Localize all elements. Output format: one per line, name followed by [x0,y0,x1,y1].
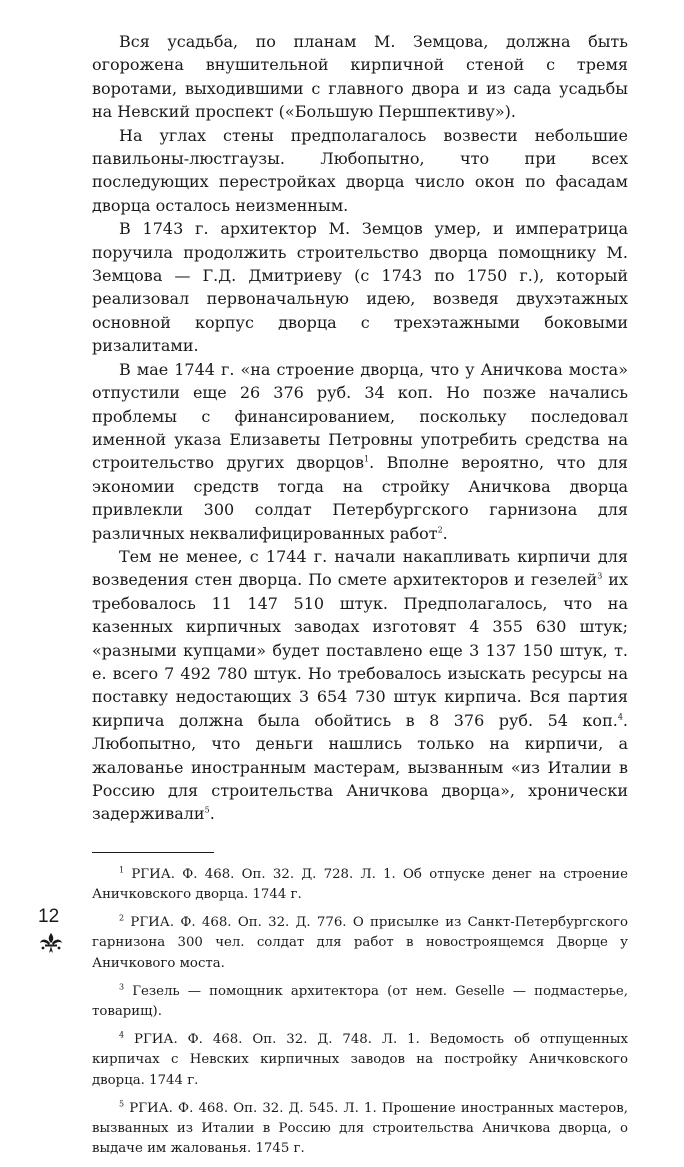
footnote-2 [92,913,628,974]
footnote-ref-2: 2 [437,525,443,535]
para4-text-2: . Вполне вероятно, что для экономии средств тогда на стройку Аничкова дворца привлекли 300 солдат Петербургского гарнизона для различных неквалифицированных работ [92,453,628,543]
body-paragraph-5 [92,545,628,826]
footnote-number: 1 [119,865,125,875]
fleur-de-lis-icon [38,932,64,954]
footnote-3 [92,982,628,1022]
footnote-text: РГИА. Ф. 468. Оп. 32. Д. 748. Л. 1. Ведомость об отпущенных кирпичах с Невских кирпичных заводов на постройку Аничковского дворца. 1744 г. [92,1032,628,1088]
para5-text-1: Тем не менее, с 1744 г. начали накапливать кирпичи для возведения стен дворца. По смете архитекторов и гезелей [92,546,628,590]
footnote-text: Гезель — помощник архитектора (от нем. Geselle — подмастерье, товарищ). [92,983,628,1020]
body-paragraph-2: На углах стены предполагалось возвести небольшие павильоны-люстгаузы. Любопытно, что при всех последующих перестройках дворца число окон по фасадам дворца осталось неизменным. [92,125,628,215]
footnote-ref-4: 4 [617,712,623,722]
footnote-number: 4 [119,1030,125,1040]
body-paragraph-3: В 1743 г. архитектор М. Земцов умер, и императрица поручила продолжить строительство дворца помощнику М. Земцова — Г.Д. Дмитриеву (с 1743 по 1750 г.), который реализовал первоначальную идею, возведя двухэтажных основной корпус дворца с трехэтажными боковыми ризалитами. [92,219,628,356]
footnote-number: 5 [119,1099,125,1109]
footnote-divider [92,852,214,853]
body-paragraph-4 [92,358,628,545]
footnote-4 [92,1030,628,1091]
footnote-ref-1: 1 [364,454,370,464]
para5-text-3: . Любопытно, что деньги нашлись только на кирпичи, а жалованье иностранным мастерам, вызванным «из Италии в Россию для строительства Аничкова дворца», хронически задерживали [92,710,628,824]
footnote-text: РГИА. Ф. 468. Оп. 32. Д. 545. Л. 1. Прошение иностранных мастеров, вызванных из Италии в Россию для строительства Аничкова дворца, о выдаче им жалованья. 1745 г. [92,1100,629,1157]
para4-text-1: В мае 1744 г. «на строение дворца, что у Аничкова моста» отпустили еще 26 376 руб. 34 коп. Но позже начались проблемы с финансированием, поскольку последовал именной указа Елизаветы Петровны употребить средства на строительство других дворцов [92,359,628,473]
footnote-text: РГИА. Ф. 468. Оп. 32. Д. 728. Л. 1. Об отпуске денег на строение Аничковского дворца. 1744 г. [92,866,628,903]
para5-text-2: их требовалось 11 147 510 штук. Предполагалось, что на казенных кирпичных заводах изготовят 4 355 630 штук; «разными купцами» будет поставлено еще 3 137 150 штук, т. е. всего 7 492 780 штук. Но требовалось изыскать ресурсы на поставку недостающих 3 654 730 штук кирпича. Вся партия кирпича должна была обойтись в 8 376 руб. 54 коп. [92,570,628,730]
footnote-1 [92,865,628,905]
para4-text-3: . [442,523,448,543]
footnote-number: 2 [119,913,125,923]
footnote-ref-5: 5 [204,806,210,816]
para5-text-4: . [209,804,215,824]
footnote-5 [92,1099,628,1160]
body-paragraph-1: Вся усадьба, по планам М. Земцова, должна быть огорожена внушительной кирпичной стеной с тремя воротами, выходившими с главного двора и из сада усадьбы на Невский проспект («Большую Першпективу»). [92,32,628,122]
footnote-ref-3: 3 [597,572,603,582]
page-number: 12 [38,906,60,927]
footnote-text: РГИА. Ф. 468. Оп. 32. Д. 776. О присылке из Санкт-Петербургского гарнизона 300 чел. солдат для работ в новостроящемся Дворце у Аничкового моста. [92,915,628,971]
page-content [92,30,628,1167]
footnote-number: 3 [119,982,125,992]
